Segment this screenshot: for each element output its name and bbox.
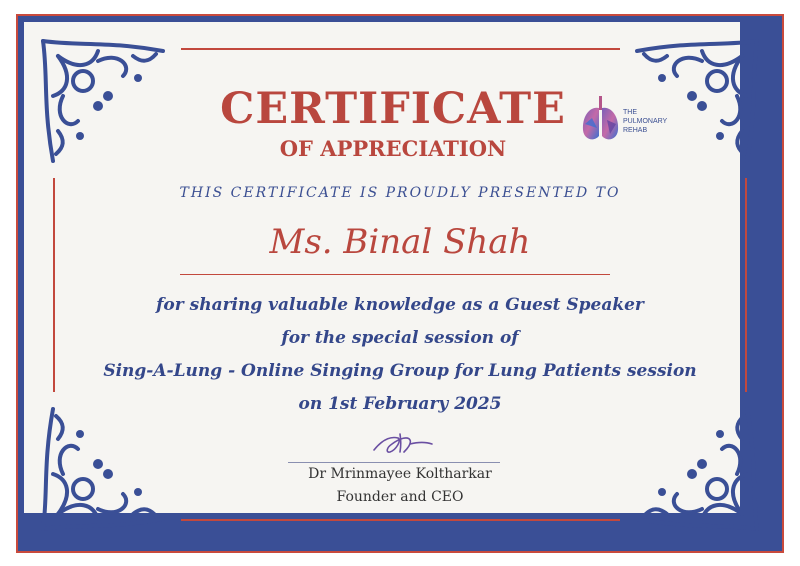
- body-line-1: for sharing valuable knowledge as a Guest Speaker: [156, 295, 644, 315]
- name-underline: [180, 274, 610, 275]
- corner-ornament-icon: [622, 394, 762, 534]
- logo-text: [623, 108, 667, 135]
- signature-icon: [370, 430, 434, 456]
- body-line-3: Sing-A-Lung - Online Singing Group for Lung Patients session: [103, 361, 697, 381]
- signatory-role: Founder and CEO: [336, 489, 464, 505]
- body-line-2: for the special session of: [281, 328, 519, 348]
- signature-line: [288, 462, 500, 463]
- recipient-name: Ms. Binal Shah: [269, 222, 531, 262]
- left-rule: [53, 178, 55, 392]
- corner-ornament-icon: [38, 394, 178, 534]
- right-rule: [745, 178, 747, 392]
- certificate-subtitle: OF APPRECIATION: [279, 136, 507, 161]
- certificate-title: CERTIFICATE: [220, 84, 566, 134]
- presented-to-text: THIS CERTIFICATE IS PROUDLY PRESENTED TO: [179, 185, 621, 201]
- top-rule: [181, 48, 620, 50]
- bottom-rule: [181, 519, 620, 521]
- body-line-4: on 1st February 2025: [298, 394, 502, 414]
- logo-line-1: THE: [623, 109, 637, 116]
- logo-line-2: PULMONARY: [623, 118, 668, 125]
- signatory-name: Dr Mrinmayee Koltharkar: [308, 466, 492, 482]
- logo-line-3: REHAB: [623, 127, 648, 134]
